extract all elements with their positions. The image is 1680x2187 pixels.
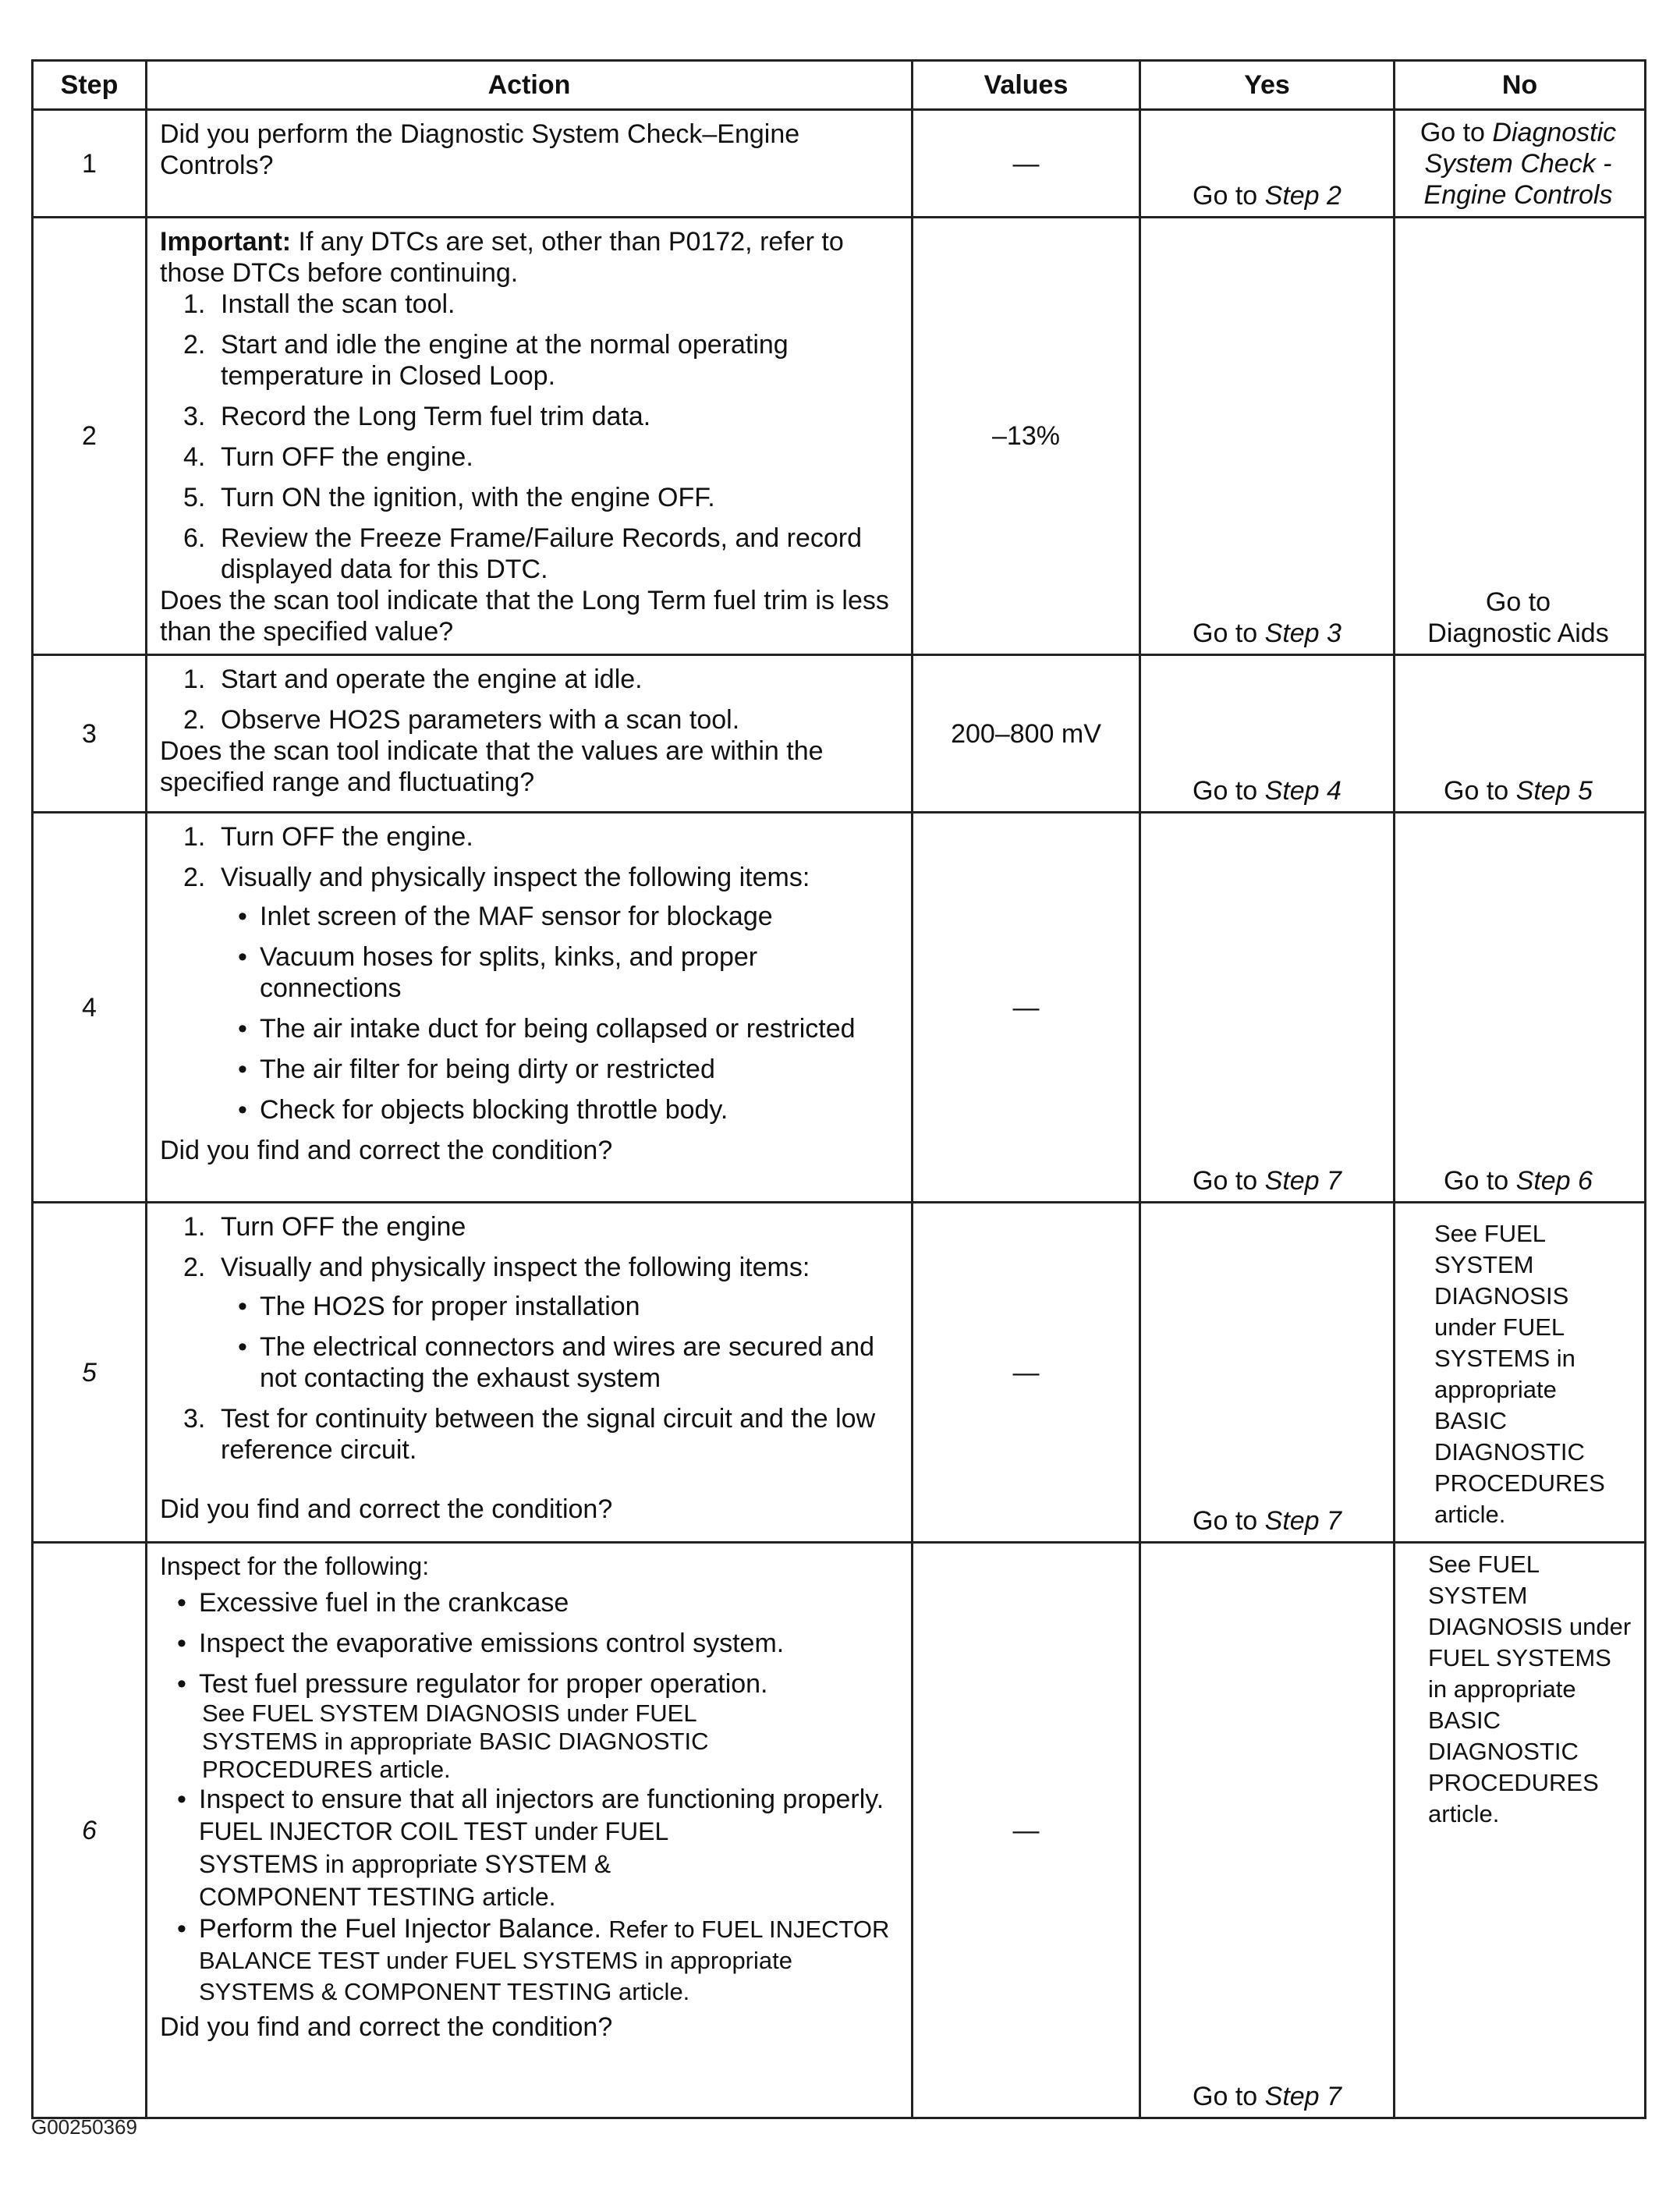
yes-cell [1140,110,1395,218]
bullet-dot-icon: • [177,1629,186,1658]
action-cell [147,655,913,813]
yes-prefix: Go to [1193,181,1265,211]
no-cell [1395,218,1646,655]
bullet-item [160,1628,900,1659]
item-number: 1. [183,665,206,694]
bullet-dot-icon: • [177,1669,186,1699]
bullet-item [221,901,900,932]
values-cell: — [913,813,1140,1203]
important-label: Important: [160,227,292,257]
values-cell: –13% [913,218,1140,655]
step-number: 4 [33,813,147,1203]
no-prefix: Go to [1444,1166,1516,1196]
list-item [160,1252,900,1394]
question-text: Did you find and correct the condition? [160,2012,613,2042]
item-number: 6. [183,523,206,553]
list-item [160,329,900,392]
list-item [160,401,900,432]
bullet-text: The HO2S for proper installation [260,1292,640,1321]
item-text: Visually and physically inspect the following items: [221,863,810,892]
bullet-item [221,1054,900,1085]
bullet-text: The air intake duct for being collapsed or restricted [260,1014,856,1044]
yes-step-link[interactable]: Step 7 [1264,2082,1342,2111]
bullet-dot-icon: • [238,1095,247,1125]
list-item [160,441,900,473]
item-text: Test for continuity between the signal circuit and the low reference circuit. [221,1404,876,1465]
yes-cell [1140,655,1395,813]
list-item [160,664,900,695]
item-text: Turn ON the ignition, with the engine OFF. [221,483,715,512]
list-item [160,821,900,852]
no-cell [1395,110,1646,218]
no-reference-text: See FUEL SYSTEM DIAGNOSIS under FUEL SYSTEMS in appropriate BASIC DIAGNOSTIC PROCEDURES article. [1428,1551,1632,1827]
header-action: Action [147,61,913,110]
yes-step-link[interactable]: Step 7 [1264,1166,1342,1196]
yes-cell [1140,218,1395,655]
item-number: 4. [183,442,206,472]
header-step: Step [33,61,147,110]
item-number: 2. [183,330,206,360]
values-cell: — [913,110,1140,218]
yes-step-link[interactable]: Step 2 [1264,181,1342,211]
diagnostic-table-sheet [31,59,1644,2119]
important-text: If any DTCs are set, other than P0172, refer to those DTCs before continuing. [160,227,844,288]
item-number: 1. [183,822,206,852]
item-number: 5. [183,483,206,512]
no-line-1: Go to [1485,587,1551,617]
no-ref-link[interactable]: Diagnostic System Check - Engine Controls [1423,118,1617,210]
bullet-text: Inlet screen of the MAF sensor for blockage [260,902,773,931]
bullet-text: Check for objects blocking throttle body. [260,1095,728,1125]
header-no: No [1395,61,1646,110]
yes-step-link[interactable]: Step 3 [1264,619,1342,648]
action-cell [147,218,913,655]
bullet-item [160,1913,900,2007]
yes-prefix: Go to [1193,1506,1265,1536]
bullet-dot-icon: • [238,1332,247,1362]
list-item [160,523,900,585]
step-number: 5 [33,1203,147,1543]
no-step-link[interactable]: Step 6 [1515,1166,1593,1196]
list-item [160,289,900,320]
item-number: 3. [183,1404,206,1434]
bullet-dot-icon: • [177,1785,186,1814]
bullet-text: Excessive fuel in the crankcase [199,1588,569,1618]
action-cell [147,110,913,218]
bullet-item [160,1587,900,1618]
bullet-text: Perform the Fuel Injector Balance. [199,1914,601,1944]
intro-text: Inspect for the following: [160,1552,430,1580]
table-row-step-6 [33,1543,1646,2118]
action-cell [147,1203,913,1543]
yes-prefix: Go to [1193,619,1265,648]
bullet-list [221,1291,900,1394]
question-text: Does the scan tool indicate that the Long Term fuel trim is less than the specified value? [160,586,889,647]
values-cell: 200–800 mV [913,655,1140,813]
bullet-note: See FUEL SYSTEM DIAGNOSIS under FUEL SYSTEMS in appropriate BASIC DIAGNOSTIC PROCEDURES article. [202,1700,709,1783]
bullet-dot-icon: • [238,1055,247,1084]
no-prefix: Go to [1419,118,1493,147]
action-text: Did you perform the Diagnostic System Check–Engine Controls? [160,119,800,180]
item-text: Start and idle the engine at the normal operating temperature in Closed Loop. [221,330,789,391]
bullet-item [221,1331,900,1394]
bullet-item [221,1094,900,1125]
bullet-text: The air filter for being dirty or restricted [260,1055,715,1084]
bullet-item [221,1291,900,1322]
bullet-text: The electrical connectors and wires are secured and not contacting the exhaust system [260,1332,875,1393]
bullet-item [160,1784,900,1913]
item-text: Turn OFF the engine [221,1212,466,1242]
bullet-note: FUEL INJECTOR COIL TEST under FUEL SYSTEMS in appropriate SYSTEM & COMPONENT TESTING article. [199,1817,668,1911]
list-item [160,482,900,513]
bullet-dot-icon: • [177,1914,186,1944]
item-number: 2. [183,1253,206,1282]
bullet-text: Inspect to ensure that all injectors are functioning properly. [199,1785,884,1814]
list-item [160,1211,900,1242]
yes-step-link[interactable]: Step 7 [1264,1506,1342,1536]
item-text: Visually and physically inspect the following items: [221,1253,810,1282]
item-number: 1. [183,289,206,319]
action-cell [147,813,913,1203]
item-number: 1. [183,1212,206,1242]
table-row-step-3 [33,655,1646,813]
table-row-step-4 [33,813,1646,1203]
procedure-list [160,1211,900,1466]
bullet-dot-icon: • [238,942,247,972]
list-item [160,1403,900,1466]
no-ref-link[interactable]: Diagnostic Aids [1427,619,1609,648]
action-cell [147,1543,913,2118]
procedure-list [160,664,900,735]
header-yes: Yes [1140,61,1395,110]
yes-cell [1140,813,1395,1203]
question-text: Did you find and correct the condition? [160,1494,613,1524]
item-number: 3. [183,402,206,431]
header-values: Values [913,61,1140,110]
question-text: Did you find and correct the condition? [160,1136,613,1165]
no-reference-text: See FUEL SYSTEM DIAGNOSIS under FUEL SYSTEMS in appropriate BASIC DIAGNOSTIC PROCEDURES article. [1434,1220,1605,1528]
step-number: 6 [33,1543,147,2118]
item-text: Start and operate the engine at idle. [221,665,643,694]
no-cell [1395,1543,1646,2118]
yes-prefix: Go to [1193,2082,1265,2111]
procedure-list [160,821,900,1125]
bullet-text: Test fuel pressure regulator for proper operation. [199,1669,768,1699]
values-cell: — [913,1543,1140,2118]
list-item [160,704,900,735]
important-note [160,226,900,289]
diagnostic-table [31,59,1646,2119]
no-cell [1395,1203,1646,1543]
item-text: Turn OFF the engine. [221,822,473,852]
step-number: 3 [33,655,147,813]
bullet-text: Inspect the evaporative emissions control system. [199,1629,785,1658]
no-prefix: Go to [1444,776,1516,806]
item-number: 2. [183,863,206,892]
no-cell [1395,655,1646,813]
yes-prefix: Go to [1193,776,1265,806]
step-number: 2 [33,218,147,655]
no-cell [1395,813,1646,1203]
table-row-step-2 [33,218,1646,655]
bullet-list [221,901,900,1125]
yes-step-link[interactable]: Step 4 [1264,776,1342,806]
yes-cell [1140,1203,1395,1543]
bullet-item [221,941,900,1004]
step-number: 1 [33,110,147,218]
item-text: Record the Long Term fuel trim data. [221,402,651,431]
table-row-step-1 [33,110,1646,218]
bullet-item [160,1668,900,1784]
list-item [160,862,900,1125]
bullet-dot-icon: • [238,902,247,931]
bullet-dot-icon: • [238,1014,247,1044]
table-header-row [33,61,1646,110]
item-number: 2. [183,705,206,735]
bullet-item [221,1013,900,1044]
bullet-note: Refer to FUEL INJECTOR BALANCE TEST under FUEL SYSTEMS in appropriate SYSTEMS & COMPONENT TESTING article. [199,1916,890,2005]
table-row-step-5 [33,1203,1646,1543]
yes-prefix: Go to [1193,1166,1265,1196]
procedure-list [160,289,900,585]
bullet-list [160,1587,900,2007]
item-text: Observe HO2S parameters with a scan tool. [221,705,740,735]
bullet-dot-icon: • [238,1292,247,1321]
bullet-dot-icon: • [177,1588,186,1618]
item-text: Turn OFF the engine. [221,442,473,472]
bullet-text: Vacuum hoses for splits, kinks, and proper connections [260,942,758,1003]
item-text: Install the scan tool. [221,289,455,319]
question-text: Does the scan tool indicate that the values are within the specified range and fluctuating? [160,736,824,797]
figure-code: G00250369 [31,2115,137,2139]
values-cell: — [913,1203,1140,1543]
yes-cell [1140,1543,1395,2118]
no-step-link[interactable]: Step 5 [1515,776,1593,806]
item-text: Review the Freeze Frame/Failure Records, and record displayed data for this DTC. [221,523,862,584]
